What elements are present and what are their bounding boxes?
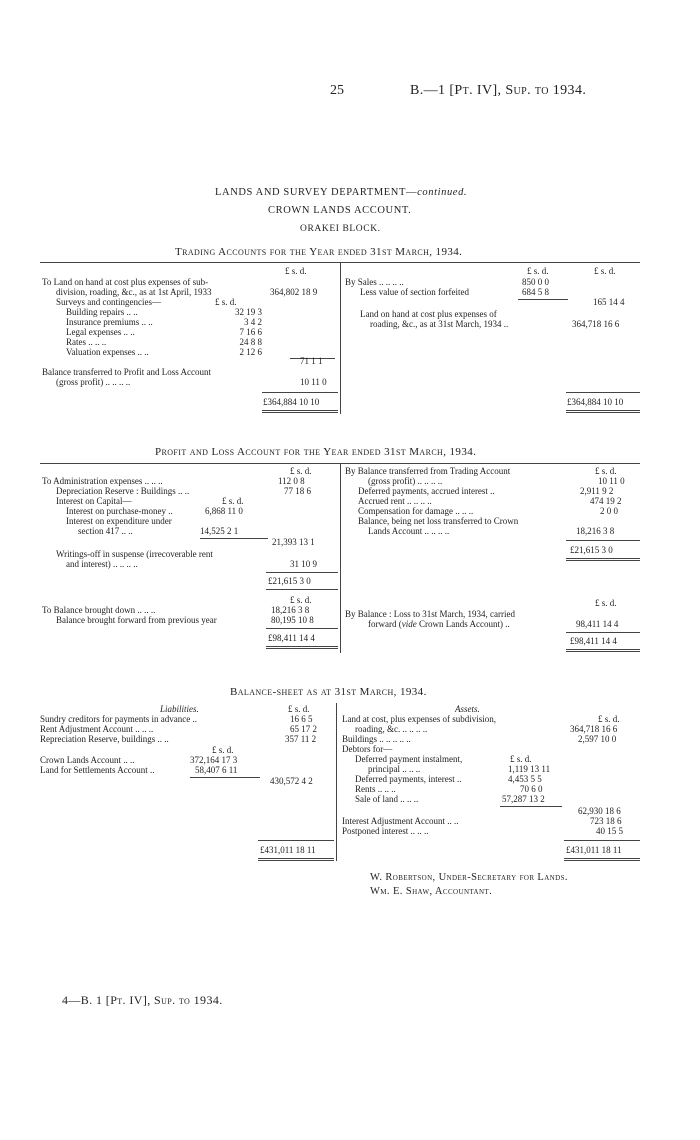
trading-right-total: £364,884 10 10 — [567, 397, 624, 407]
trading-sales-amount: 850 0 0 — [522, 277, 549, 287]
pl-bal-tr-amount: 10 11 0 — [598, 476, 625, 486]
trading-net-sales: 165 14 4 — [593, 297, 625, 307]
pl-net-loss-label-2: Lands Account .. .. .. .. — [368, 526, 450, 536]
pl-bal-fwd-amount: 80,195 10 8 — [271, 615, 314, 625]
pl-right-total: £21,615 3 0 — [570, 545, 613, 555]
trading-item-amount: 3 4 2 — [244, 317, 262, 327]
bs-right-sub-header: £ s. d. — [510, 754, 532, 764]
pl-left-total-bottom-rule — [266, 589, 338, 590]
pl-int-exp-label: Interest on expenditure under — [66, 516, 172, 526]
pl-right-total-b-rule — [566, 632, 640, 633]
bs-right-total: £431,011 18 11 — [566, 845, 622, 855]
trading-item-label: Rates .. .. .. — [66, 337, 107, 347]
bs-right-total-rule — [564, 840, 640, 841]
bs-right-col: £ s. d. — [598, 714, 620, 724]
bs-repr-label: Repreciation Reserve, buildings .. .. — [40, 734, 169, 744]
trading-right-col2: £ s. d. — [594, 266, 616, 276]
bs-land-label-2: roading, &c. .. .. .. .. — [355, 724, 428, 734]
pl-writeoffs-amount: 31 10 9 — [290, 559, 317, 569]
pl-writeoffs-label: Writings-off in suspense (irrecoverable rent — [56, 549, 213, 559]
bs-combined-rule — [190, 777, 260, 778]
trading-item-label: Valuation expenses .. .. — [66, 347, 149, 357]
page-number: 25 — [330, 83, 344, 98]
bs-dpi-amount: 4,453 5 5 — [508, 774, 542, 784]
trading-left-total-double-rule — [262, 410, 338, 413]
bs-sale-label: Sale of land .. .. .. — [355, 794, 419, 804]
pl-bal-loss-label: By Balance : Loss to 31st March, 1934, carried — [345, 609, 515, 619]
block-title: ORAKEI BLOCK. — [300, 224, 381, 234]
pl-net-loss-amount: 18,216 3 8 — [576, 526, 615, 536]
page-footer: 4—B. 1 [Pt. IV], Sup. to 1934. — [62, 993, 223, 1007]
trading-right-land-amount: 364,718 16 6 — [572, 319, 620, 329]
pl-left-col: £ s. d. — [290, 466, 312, 476]
trading-item-amount: 32 19 3 — [235, 307, 262, 317]
pl-bal-loss-label-2: forward (vide Crown Lands Account) .. — [368, 619, 510, 629]
page-reference: B.—1 [Pt. IV], Sup. to 1934. — [410, 83, 587, 98]
trading-land-amount: 364,802 18 9 — [270, 287, 318, 297]
trading-item-label: Legal expenses .. .. — [66, 327, 135, 337]
bs-crown-amount: 372,164 17 3 — [190, 755, 238, 765]
trading-item-label: Insurance premiums .. .. — [66, 317, 153, 327]
pl-comp-label: Compensation for damage .. .. .. — [358, 506, 474, 516]
bs-iaa-amount: 723 18 6 — [590, 816, 622, 826]
bs-assets-heading: Assets. — [455, 704, 480, 714]
bs-rent-adj-amount: 65 17 2 — [290, 724, 317, 734]
bs-debtors-label: Debtors for— — [342, 744, 393, 754]
bs-dpi-label: Deferred payments, interest .. — [355, 774, 462, 784]
trading-item-amount: 24 8 8 — [239, 337, 262, 347]
bs-liabilities-heading: Liabilities. — [160, 704, 199, 714]
department-title: LANDS AND SURVEY DEPARTMENT—continued. — [215, 187, 468, 198]
trading-balance-amount: 10 11 0 — [300, 377, 327, 387]
bs-left-sub-header: £ s. d. — [212, 745, 234, 755]
trading-right-col1: £ s. d. — [527, 266, 549, 276]
trading-less-amount: 684 5 8 — [522, 287, 549, 297]
trading-land-label: To Land on hand at cost plus expenses of sub- — [42, 277, 209, 287]
pl-bal-down-amount: 18,216 3 8 — [271, 605, 310, 615]
bs-sundry-amount: 16 6 5 — [290, 714, 313, 724]
signature-under-secretary: W. Robertson, Under-Secretary for Lands. — [370, 872, 568, 883]
trading-subtotal: 71 1 1 — [300, 356, 323, 366]
trading-item-amount: 2 12 6 — [239, 347, 262, 357]
bs-repr-amount: 357 11 2 — [285, 734, 317, 744]
bs-settle-label: Land for Settlements Account .. — [40, 765, 155, 775]
trading-left-total: £364,884 10 10 — [263, 397, 320, 407]
pl-int-cap-label: Interest on Capital— — [56, 496, 132, 506]
trading-sales-label: By Sales .. .. .. .. — [345, 277, 404, 287]
bs-land-amount: 364,718 16 6 — [570, 724, 618, 734]
bs-combined-amount: 430,572 4 2 — [270, 776, 313, 786]
pl-deferred-amount: 2,911 9 2 — [580, 486, 614, 496]
pl-left-col-b: £ s. d. — [290, 595, 312, 605]
pl-right-total-double-rule — [566, 558, 640, 561]
pl-right-total-rule — [566, 540, 640, 541]
trading-surveys-label: Surveys and contingencies— — [56, 297, 161, 307]
bs-divider — [336, 703, 337, 861]
pl-left-total-rule — [266, 572, 338, 573]
pl-left-total-b: £98,411 14 4 — [268, 633, 315, 643]
bs-left-total-rule — [258, 840, 334, 841]
pl-bal-down-label: To Balance brought down .. .. .. — [42, 605, 156, 615]
bs-debtors-rule — [500, 806, 562, 807]
pl-divider — [340, 463, 341, 653]
trading-less-rule — [518, 299, 568, 300]
bs-rent-adj-label: Rent Adjustment Account .. .. .. — [40, 724, 154, 734]
bs-land-label: Land at cost, plus expenses of subdivision, — [342, 714, 496, 724]
bs-rents-label: Rents .. .. .. — [355, 784, 396, 794]
bs-buildings-amount: 2,597 10 0 — [578, 734, 617, 744]
pl-admin-label: To Administration expenses .. .. .. — [42, 476, 163, 486]
bs-rents-amount: 70 6 0 — [520, 784, 543, 794]
pl-net-loss-label: Balance, being net loss transferred to Crown — [358, 516, 519, 526]
trading-col-header: £ s. d. — [285, 266, 307, 276]
pl-dep-amount: 77 18 6 — [284, 486, 311, 496]
trading-right-land-label-2: roading, &c., as at 31st March, 1934 .. — [370, 319, 509, 329]
trading-balance-label: Balance transferred to Profit and Loss Account — [42, 367, 211, 377]
pl-comp-amount: 2 0 0 — [600, 506, 618, 516]
pl-int-pm-label: Interest on purchase-money .. — [66, 506, 173, 516]
bs-title: Balance-sheet as at 31st March, 1934. — [230, 686, 427, 698]
bs-settle-amount: 58,407 6 11 — [195, 765, 238, 775]
trading-right-total-rule — [566, 392, 640, 393]
bs-postponed-label: Postponed interest .. .. .. — [342, 826, 429, 836]
trading-title: Trading Accounts for the Year ended 31st March, 1934. — [175, 246, 463, 258]
bs-iaa-label: Interest Adjustment Account .. .. — [342, 816, 459, 826]
signature-accountant: Wm. E. Shaw, Accountant. — [370, 886, 493, 897]
bs-buildings-label: Buildings .. .. .. .. .. — [342, 734, 411, 744]
trading-item-label: Building repairs .. .. — [66, 307, 138, 317]
trading-right-land-label: Land on hand at cost plus expenses of — [360, 309, 497, 319]
pl-dep-label: Depreciation Reserve : Buildings .. .. — [56, 486, 190, 496]
pl-bal-tr-label-2: (gross profit) .. .. .. .. — [368, 476, 443, 486]
pl-int-exp-label-2: section 417 .. .. — [78, 526, 133, 536]
trading-item-amount: 7 16 6 — [239, 327, 262, 337]
pl-bal-tr-label: By Balance transferred from Trading Account — [345, 466, 511, 476]
trading-right-total-double-rule — [566, 410, 640, 413]
trading-sub-header: £ s. d. — [215, 297, 237, 307]
pl-int-total: 21,393 13 1 — [272, 537, 315, 547]
bs-crown-label: Crown Lands Account .. .. — [40, 755, 135, 765]
pl-right-total-b-double-rule — [566, 649, 640, 652]
trading-less-label: Less value of section forfeited — [360, 287, 469, 297]
pl-left-total: £21,615 3 0 — [268, 576, 311, 586]
bs-dp-amount: 1,119 13 11 — [508, 764, 551, 774]
pl-bal-loss-amount: 98,411 14 4 — [576, 619, 619, 629]
pl-int-rule — [200, 538, 268, 539]
bs-left-total-double-rule — [258, 858, 334, 861]
trading-balance-label-2: (gross profit) .. .. .. .. — [56, 377, 131, 387]
bs-sundry-label: Sundry creditors for payments in advance .. — [40, 714, 197, 724]
bs-dp-label-2: principal .. .. .. — [368, 764, 421, 774]
trading-land-label-2: division, roading, &c., as at 1st April, 1933 — [56, 287, 212, 297]
pl-int-exp-amount: 14,525 2 1 — [200, 526, 239, 536]
pl-title: Profit and Loss Account for the Year ended 31st March, 1934. — [155, 446, 477, 458]
pl-int-pm-amount: 6,868 11 0 — [205, 506, 243, 516]
pl-accrued-amount: 474 19 2 — [590, 496, 622, 506]
bs-left-total: £431,011 18 11 — [260, 845, 316, 855]
bs-postponed-amount: 40 15 5 — [596, 826, 623, 836]
pl-right-col: £ s. d. — [595, 466, 617, 476]
pl-right-total-b: £98,411 14 4 — [570, 636, 617, 646]
pl-sub-header: £ s. d. — [222, 496, 244, 506]
pl-bal-fwd-label: Balance brought forward from previous year — [56, 615, 217, 625]
bs-dp-label: Deferred payment instalment, — [355, 754, 463, 764]
pl-left-total-b-rule — [266, 628, 338, 629]
pl-writeoffs-label-2: and interest) .. .. .. .. — [66, 559, 138, 569]
bs-debtors-total: 62,930 18 6 — [578, 806, 621, 816]
account-title: CROWN LANDS ACCOUNT. — [268, 205, 412, 216]
pl-deferred-label: Deferred payments, accrued interest .. — [358, 486, 495, 496]
trading-left-total-rule — [262, 392, 338, 393]
pl-left-total-b-double-rule — [266, 646, 338, 649]
pl-right-col-b: £ s. d. — [595, 598, 617, 608]
pl-admin-amount: 112 0 8 — [278, 476, 305, 486]
bs-sale-amount: 57,287 13 2 — [502, 794, 545, 804]
trading-divider — [340, 262, 341, 414]
pl-accrued-label: Accrued rent .. .. .. .. — [358, 496, 432, 506]
bs-right-total-double-rule — [564, 858, 640, 861]
bs-left-col: £ s. d. — [288, 704, 310, 714]
